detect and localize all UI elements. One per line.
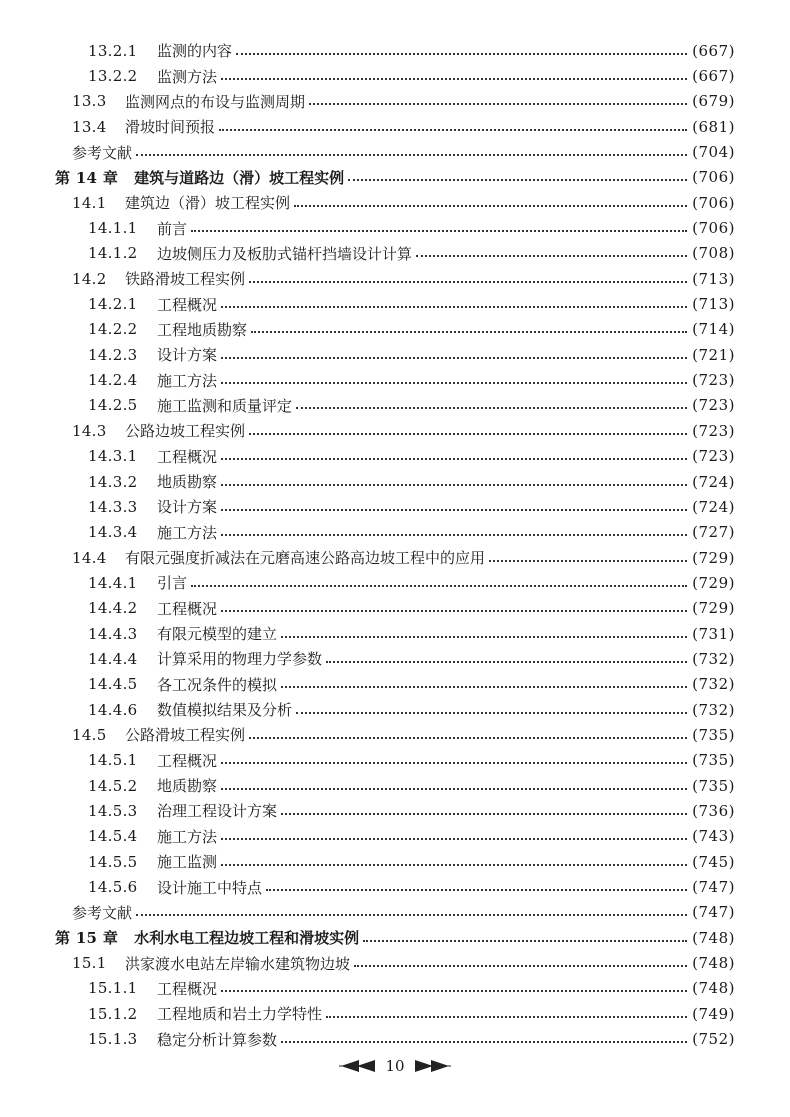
toc-entry-title: 施工监测	[157, 853, 218, 872]
toc-entry-title: 监测方法	[157, 67, 218, 86]
toc-entry-row[interactable]	[55, 570, 735, 595]
toc-entry-title: 监测网点的布设与监测周期	[125, 92, 306, 111]
toc-entry-title: 工程概况	[157, 295, 218, 314]
page-footer	[0, 1057, 790, 1075]
toc-entry-row[interactable]	[55, 874, 735, 899]
dot-leader	[249, 735, 687, 739]
toc-entry-title: 设计方案	[157, 498, 218, 517]
toc-entry-row[interactable]	[55, 545, 735, 570]
toc-entry-title: 建筑边（滑）坡工程实例	[125, 194, 291, 213]
toc-entry-page: (721)	[692, 345, 735, 364]
toc-entry-number: 15.1	[72, 954, 107, 973]
toc-entry-number: 15.1.1	[88, 979, 138, 998]
toc-entry-number: 14.5.2	[88, 776, 138, 795]
toc-entry-title: 工程地质和岩土力学特性	[157, 1005, 323, 1024]
toc-entry-row[interactable]	[55, 215, 735, 240]
toc-chapter-row[interactable]	[55, 925, 735, 950]
dot-leader	[221, 786, 687, 790]
toc-entry-row[interactable]	[55, 393, 735, 418]
toc-entry-title: 工程地质勘察	[157, 320, 248, 339]
toc-entry-number: 14.4.4	[88, 649, 138, 668]
toc-entry-row[interactable]	[55, 89, 735, 114]
toc-entry-number: 14.2.2	[88, 320, 138, 339]
toc-entry-title: 前言	[157, 219, 188, 238]
dot-leader	[309, 101, 687, 105]
toc-entry-page: (743)	[692, 827, 735, 846]
toc-entry-title: 施工监测和质量评定	[157, 396, 293, 415]
toc-entry-row[interactable]	[55, 824, 735, 849]
toc-entry-title: 工程概况	[157, 447, 218, 466]
toc-entry-title: 参考文献	[72, 143, 133, 162]
toc-entry-title: 施工方法	[157, 827, 218, 846]
dot-leader	[281, 1039, 687, 1043]
toc-entry-title: 有限元强度折减法在元磨高速公路高边坡工程中的应用	[125, 549, 486, 568]
toc-entry-title: 公路滑坡工程实例	[125, 726, 246, 745]
toc-entry-number: 15.1.3	[88, 1030, 138, 1049]
toc-entry-row[interactable]	[55, 241, 735, 266]
toc-entry-page: (713)	[692, 269, 735, 288]
dot-leader	[326, 1014, 687, 1018]
toc-entry-row[interactable]	[55, 342, 735, 367]
toc-entry-title: 铁路滑坡工程实例	[125, 270, 246, 289]
toc-entry-number: 14.5	[72, 725, 107, 744]
toc-entry-title: 设计方案	[157, 346, 218, 365]
toc-entry-number: 14.4.5	[88, 675, 138, 694]
toc-entry-number: 14.4.6	[88, 700, 138, 719]
toc-entry-page: (748)	[692, 928, 735, 947]
toc-entry-page: (732)	[692, 649, 735, 668]
dot-leader	[221, 532, 687, 536]
double-arrow-right-icon	[415, 1059, 451, 1073]
toc-entry-page: (749)	[692, 1004, 735, 1023]
toc-entry-number: 14.3.4	[88, 523, 138, 542]
toc-entry-page: (667)	[692, 41, 735, 60]
toc-entry-page: (748)	[692, 954, 735, 973]
toc-entry-row[interactable]	[55, 672, 735, 697]
toc-entry-page: (735)	[692, 725, 735, 744]
dot-leader	[281, 684, 687, 688]
toc-entry-number: 14.5.6	[88, 878, 138, 897]
toc-entry-row[interactable]	[55, 798, 735, 823]
toc-entry-row[interactable]	[55, 291, 735, 316]
toc-entry-page: (714)	[692, 320, 735, 339]
toc-entry-row[interactable]	[55, 849, 735, 874]
toc-entry-title: 治理工程设计方案	[157, 802, 278, 821]
toc-entry-page: (729)	[692, 548, 735, 567]
toc-entry-number: 14.4	[72, 548, 107, 567]
dot-leader	[348, 177, 687, 181]
toc-entry-row[interactable]	[55, 697, 735, 722]
toc-entry-page: (723)	[692, 421, 735, 440]
toc-entry-page: (736)	[692, 801, 735, 820]
dot-leader	[221, 836, 687, 840]
dot-leader	[221, 76, 687, 80]
dot-leader	[221, 862, 687, 866]
dot-leader	[221, 380, 687, 384]
toc-entry-page: (681)	[692, 117, 735, 136]
toc-entry-number: 14.5.1	[88, 751, 138, 770]
toc-entry-title: 公路边坡工程实例	[125, 422, 246, 441]
toc-entry-number: 14.2.3	[88, 345, 138, 364]
toc-entry-number: 13.3	[72, 92, 107, 111]
toc-entry-row[interactable]	[55, 139, 735, 164]
toc-entry-number: 15.1.2	[88, 1004, 138, 1023]
toc-entry-number: 14.5.4	[88, 827, 138, 846]
toc-entry-number: 14.2	[72, 269, 107, 288]
dot-leader	[221, 507, 687, 511]
toc-entry-row[interactable]	[55, 494, 735, 519]
toc-entry-row[interactable]	[55, 367, 735, 392]
toc-entry-page: (713)	[692, 295, 735, 314]
page-number: 10	[385, 1057, 405, 1075]
toc-entry-number: 14.3	[72, 421, 107, 440]
toc-entry-page: (723)	[692, 371, 735, 390]
toc-entry-page: (723)	[692, 447, 735, 466]
toc-entry-title: 洪家渡水电站左岸输水建筑物边坡	[125, 954, 351, 973]
dot-leader	[354, 963, 687, 967]
toc-entry-page: (732)	[692, 675, 735, 694]
toc-entry-row[interactable]	[55, 621, 735, 646]
toc-entry-page: (745)	[692, 852, 735, 871]
toc-entry-title: 地质勘察	[157, 777, 218, 796]
toc-entry-title: 参考文献	[72, 903, 133, 922]
toc-entry-title: 计算采用的物理力学参数	[157, 650, 323, 669]
dot-leader	[266, 887, 687, 891]
toc-entry-title: 引言	[157, 574, 188, 593]
toc-entry-page: (729)	[692, 573, 735, 592]
toc-entry-number: 第 14 章	[55, 168, 119, 187]
toc-entry-title: 工程概况	[157, 599, 218, 618]
dot-leader	[249, 279, 687, 283]
table-of-contents	[55, 38, 735, 1052]
toc-entry-row[interactable]	[55, 976, 735, 1001]
dot-leader	[296, 710, 687, 714]
toc-entry-row[interactable]	[55, 1001, 735, 1026]
dot-leader	[221, 988, 687, 992]
toc-entry-page: (667)	[692, 67, 735, 86]
toc-entry-number: 14.3.3	[88, 497, 138, 516]
toc-entry-page: (752)	[692, 1030, 735, 1049]
double-arrow-left-icon	[339, 1059, 375, 1073]
toc-entry-page: (731)	[692, 624, 735, 643]
toc-entry-row[interactable]	[55, 950, 735, 975]
toc-entry-page: (723)	[692, 396, 735, 415]
toc-entry-title: 建筑与道路边（滑）坡工程实例	[134, 168, 345, 187]
toc-entry-number: 14.1	[72, 193, 107, 212]
toc-entry-page: (732)	[692, 700, 735, 719]
toc-entry-page: (708)	[692, 244, 735, 263]
dot-leader	[236, 51, 687, 55]
toc-entry-number: 13.4	[72, 117, 107, 136]
dot-leader	[221, 304, 687, 308]
toc-entry-page: (735)	[692, 776, 735, 795]
toc-entry-row[interactable]	[55, 722, 735, 747]
toc-entry-number: 14.4.3	[88, 624, 138, 643]
dot-leader	[294, 203, 687, 207]
toc-entry-title: 各工况条件的模拟	[157, 675, 278, 694]
toc-entry-number: 14.3.1	[88, 447, 138, 466]
toc-entry-row[interactable]	[55, 469, 735, 494]
toc-entry-title: 施工方法	[157, 371, 218, 390]
toc-entry-row[interactable]	[55, 646, 735, 671]
toc-entry-number: 14.2.1	[88, 295, 138, 314]
toc-entry-number: 14.1.2	[88, 244, 138, 263]
toc-entry-number: 14.3.2	[88, 472, 138, 491]
toc-entry-number: 14.2.5	[88, 396, 138, 415]
dot-leader	[191, 228, 687, 232]
toc-entry-title: 地质勘察	[157, 473, 218, 492]
toc-entry-title: 滑坡时间预报	[125, 118, 216, 137]
toc-entry-page: (724)	[692, 497, 735, 516]
toc-entry-page: (747)	[692, 878, 735, 897]
toc-entry-number: 13.2.2	[88, 67, 138, 86]
toc-chapter-row[interactable]	[55, 165, 735, 190]
dot-leader	[296, 405, 687, 409]
toc-entry-page: (724)	[692, 472, 735, 491]
toc-entry-row[interactable]	[55, 1026, 735, 1051]
dot-leader	[363, 938, 687, 942]
toc-entry-number: 14.5.3	[88, 801, 138, 820]
toc-entry-row[interactable]	[55, 900, 735, 925]
toc-entry-row[interactable]	[55, 317, 735, 342]
toc-entry-title: 工程概况	[157, 979, 218, 998]
dot-leader	[221, 760, 687, 764]
dot-leader	[191, 583, 687, 587]
toc-entry-row[interactable]	[55, 266, 735, 291]
dot-leader	[219, 127, 687, 131]
dot-leader	[251, 329, 687, 333]
toc-entry-row[interactable]	[55, 748, 735, 773]
toc-entry-title: 有限元模型的建立	[157, 625, 278, 644]
toc-entry-number: 14.2.4	[88, 371, 138, 390]
toc-entry-page: (704)	[692, 143, 735, 162]
dot-leader	[249, 431, 687, 435]
toc-entry-title: 数值模拟结果及分析	[157, 701, 293, 720]
toc-entry-number: 第 15 章	[55, 929, 119, 948]
dot-leader	[221, 608, 687, 612]
toc-entry-title: 设计施工中特点	[157, 878, 263, 897]
toc-entry-row[interactable]	[55, 190, 735, 215]
dot-leader	[281, 634, 687, 638]
toc-entry-row[interactable]	[55, 444, 735, 469]
toc-entry-title: 工程概况	[157, 751, 218, 770]
toc-entry-page: (706)	[692, 219, 735, 238]
toc-entry-row[interactable]	[55, 596, 735, 621]
toc-entry-page: (706)	[692, 168, 735, 187]
toc-entry-page: (735)	[692, 751, 735, 770]
toc-entry-row[interactable]	[55, 114, 735, 139]
toc-entry-title: 稳定分析计算参数	[157, 1030, 278, 1049]
toc-entry-page: (706)	[692, 193, 735, 212]
toc-entry-title: 施工方法	[157, 523, 218, 542]
toc-entry-page: (729)	[692, 599, 735, 618]
toc-entry-page: (679)	[692, 92, 735, 111]
toc-entry-page: (747)	[692, 903, 735, 922]
toc-entry-row[interactable]	[55, 63, 735, 88]
toc-entry-row[interactable]	[55, 418, 735, 443]
toc-entry-number: 14.4.1	[88, 573, 138, 592]
toc-entry-number: 14.5.5	[88, 852, 138, 871]
dot-leader	[221, 482, 687, 486]
toc-entry-title: 监测的内容	[157, 42, 233, 61]
dot-leader	[221, 456, 687, 460]
dot-leader	[326, 659, 687, 663]
dot-leader	[221, 355, 687, 359]
toc-entry-page: (748)	[692, 979, 735, 998]
dot-leader	[281, 811, 687, 815]
toc-entry-title: 边坡侧压力及板肋式锚杆挡墙设计计算	[157, 244, 413, 263]
dot-leader	[416, 253, 687, 257]
dot-leader	[136, 152, 687, 156]
toc-entry-row[interactable]	[55, 520, 735, 545]
toc-entry-number: 14.1.1	[88, 219, 138, 238]
toc-entry-page: (727)	[692, 523, 735, 542]
toc-entry-number: 13.2.1	[88, 41, 138, 60]
toc-entry-row[interactable]	[55, 773, 735, 798]
toc-entry-title: 水利水电工程边坡工程和滑坡实例	[134, 929, 360, 948]
dot-leader	[489, 558, 687, 562]
dot-leader	[136, 912, 687, 916]
toc-entry-number: 14.4.2	[88, 599, 138, 618]
toc-entry-row[interactable]	[55, 38, 735, 63]
